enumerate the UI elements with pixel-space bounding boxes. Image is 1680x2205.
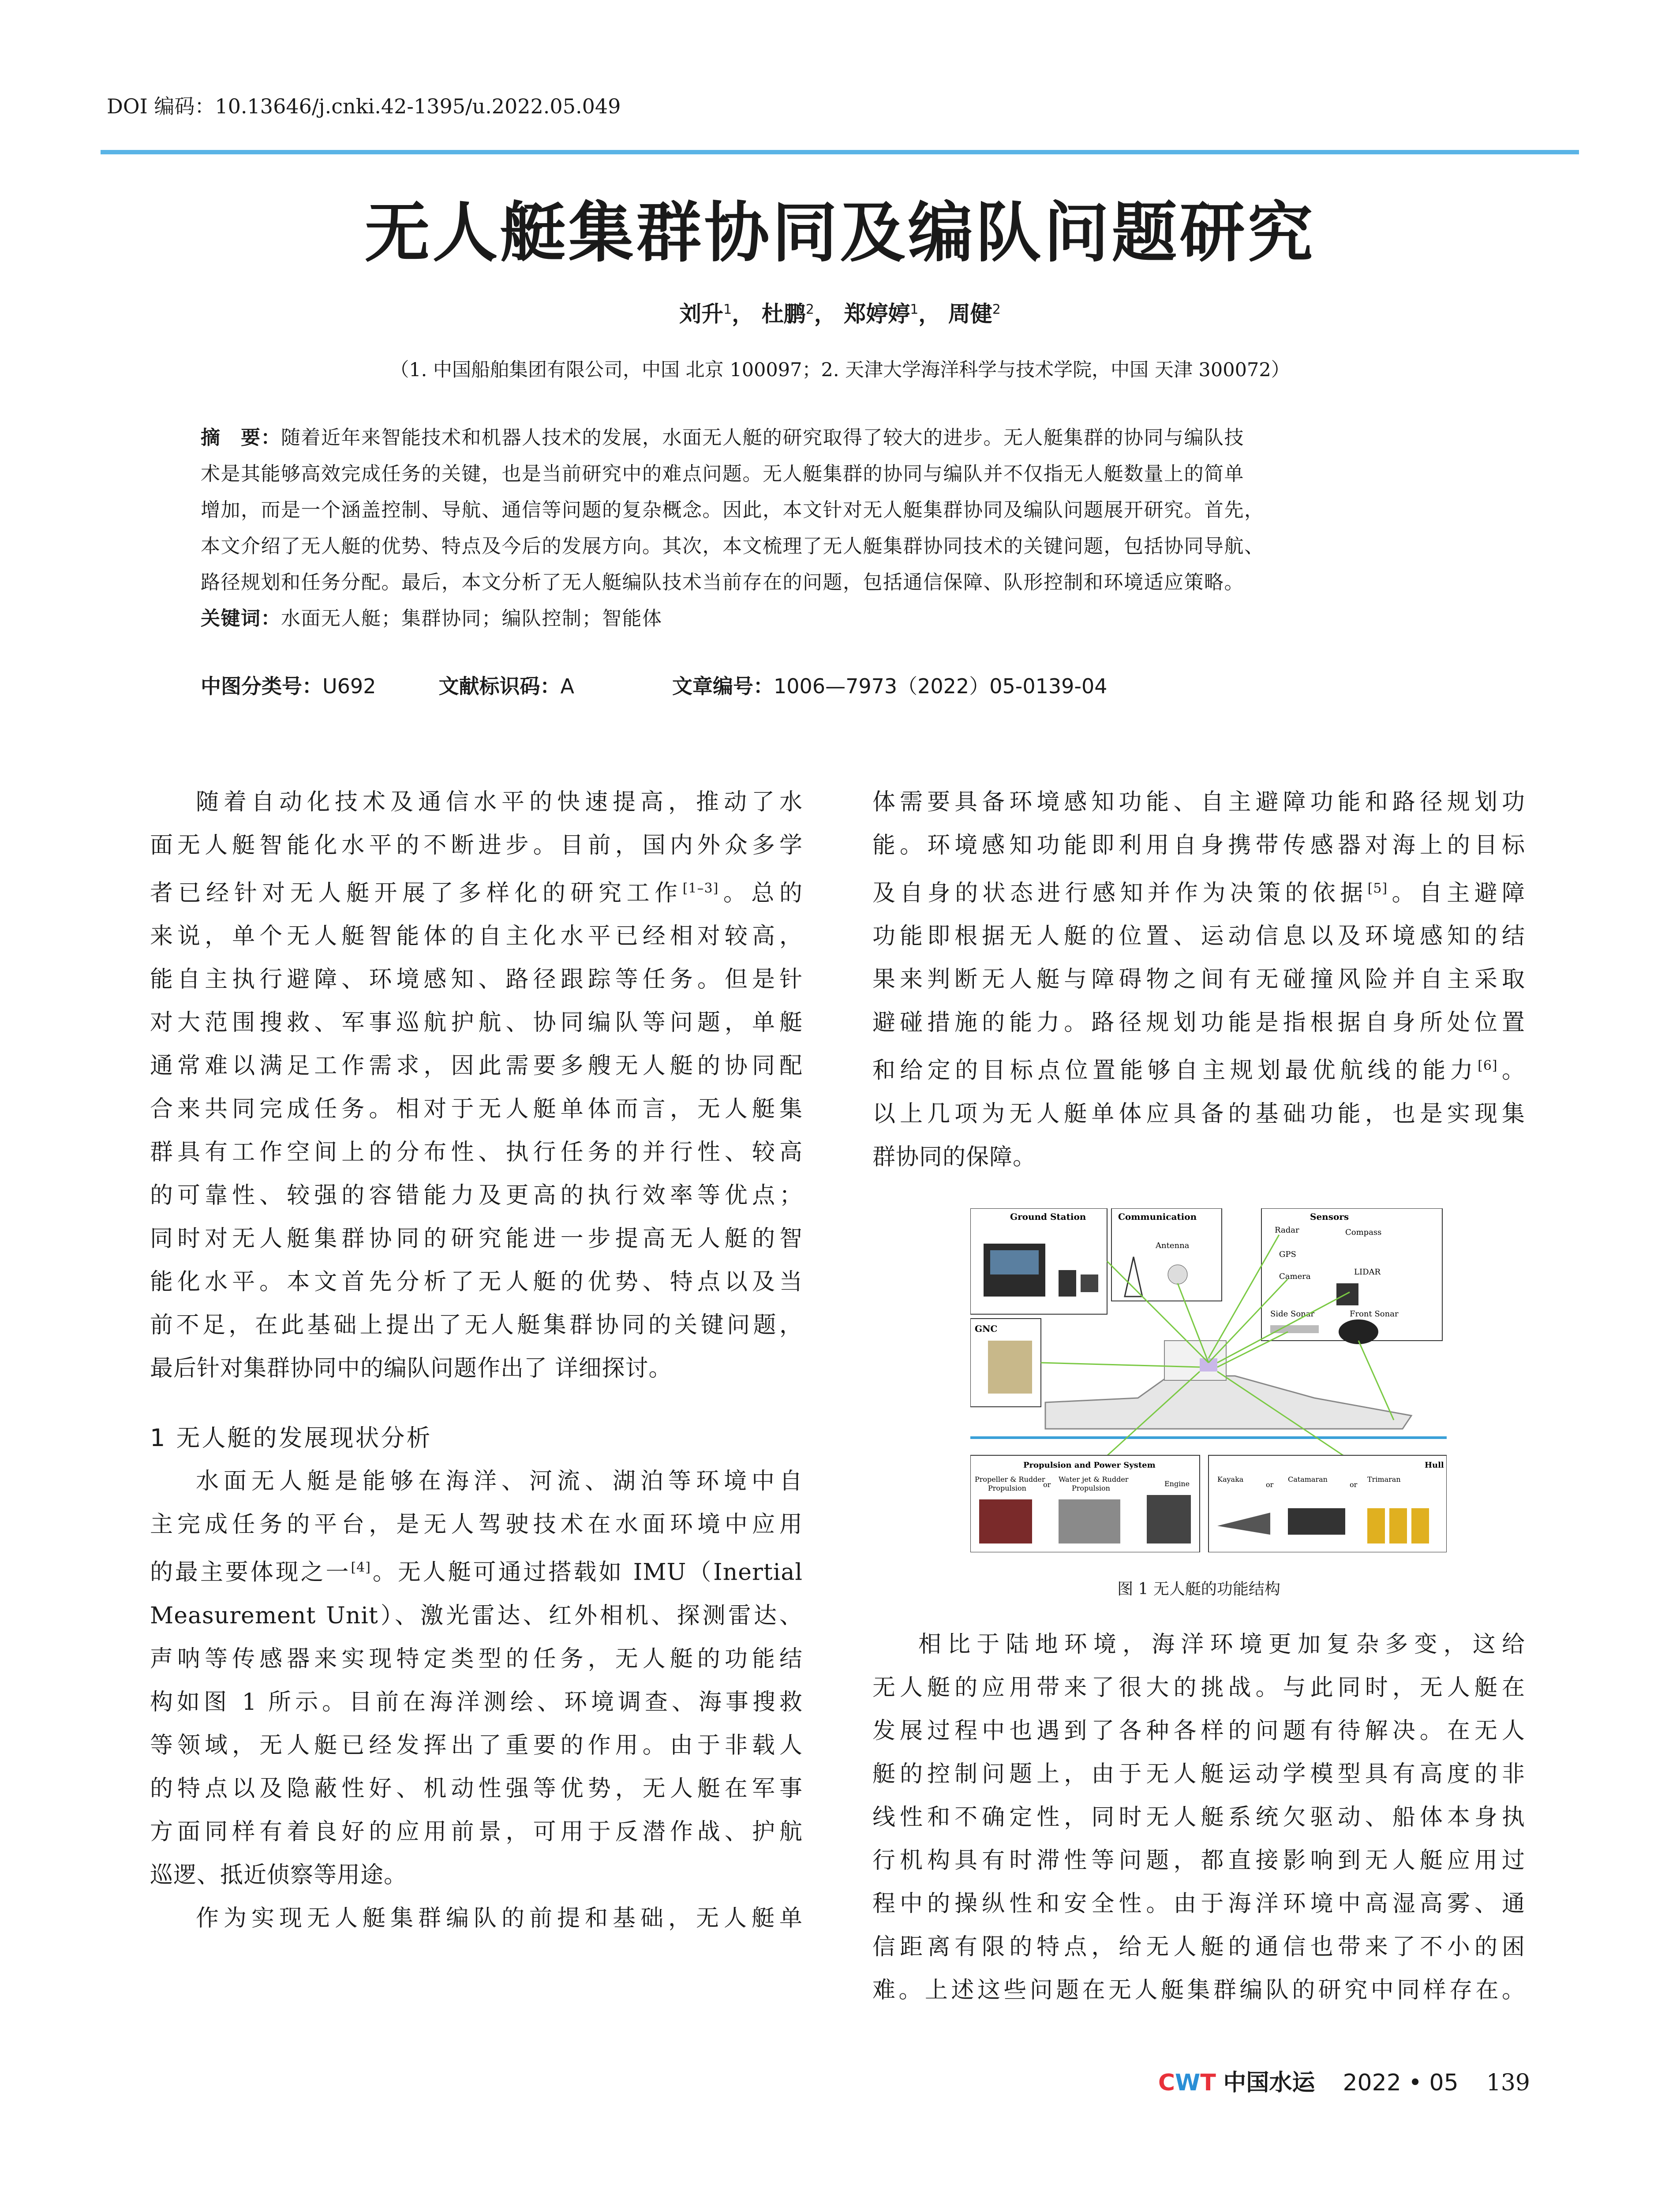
prop2-label: Water jet & Rudder: [1059, 1475, 1129, 1484]
ground-station-label: Ground Station: [1010, 1211, 1086, 1222]
line-text: 通常难以满足工作需求，因此需要多艘无人艇的协同配: [150, 1053, 803, 1080]
line-text: 随着自动化技术及通信水平的快速提高，推动了水: [196, 789, 803, 815]
prop1b-label: Propulsion: [988, 1484, 1026, 1492]
section-heading: 1 无人艇的发展现状分析: [150, 1424, 432, 1452]
side-sonar-icon: [1270, 1325, 1319, 1333]
intro-paragraph: [150, 781, 803, 1390]
text-line: [150, 1594, 803, 1637]
abstract-line: 术是其能够高效完成任务的关键，也是当前研究中的难点问题。无人艇集群的协同与编队并不仅指无人艇数量上的简单: [201, 463, 1244, 485]
author-name: 周健: [948, 301, 992, 327]
right-column-lower: [872, 1623, 1525, 2012]
line-text: 来说，单个无人艇智能体的自主化水平已经相对较高，: [150, 923, 803, 950]
text-line: [150, 1217, 803, 1260]
text-line: [150, 1260, 803, 1304]
text-line: [150, 1131, 803, 1174]
author-name: 杜鹏: [761, 301, 806, 327]
line-text-after-ref: 。: [1497, 1057, 1525, 1084]
classification-row: [201, 670, 1108, 699]
trimaran-hull-icon: [1411, 1508, 1429, 1544]
remote-controller-icon: [1059, 1270, 1076, 1297]
line-text: 能。环境感知功能即利用自身携带传感器对海上的目标: [872, 832, 1525, 859]
citation-ref[interactable]: [5]: [1367, 881, 1388, 896]
left-column: [150, 781, 803, 1940]
text-line: [150, 1637, 803, 1681]
trimaran-label: Trimaran: [1367, 1475, 1401, 1484]
text-line: [872, 1709, 1525, 1753]
citation-ref[interactable]: [1–3]: [682, 881, 719, 896]
text-line: [872, 915, 1525, 958]
text-line: [150, 1460, 803, 1503]
keywords-line: [201, 601, 1489, 637]
clc-label: 中图分类号：: [201, 674, 322, 698]
line-text: Measurement Unit）、激光雷达、红外相机、探测雷达、: [150, 1602, 803, 1629]
catamaran-label: Catamaran: [1288, 1475, 1328, 1484]
line-text: 能化水平。本文首先分析了无人艇的优势、特点以及当: [150, 1269, 803, 1296]
logo-w: W: [1175, 2070, 1201, 2096]
author-list: 刘升$^1$， 杜鹏$^2$， 郑婷婷$^1$， 周健$^2$: [679, 301, 1001, 327]
text-line: [872, 1092, 1525, 1136]
kayak-label: Kayaka: [1217, 1475, 1244, 1484]
catamaran-hull-icon: [1288, 1508, 1345, 1535]
line-text: 同时对无人艇集群协同的研究能进一步提高无人艇的智: [150, 1226, 803, 1252]
radar-label: Radar: [1275, 1226, 1299, 1235]
hull-label: Hull: [1425, 1461, 1444, 1470]
text-line: [150, 1681, 803, 1724]
compass-label: Compass: [1345, 1228, 1382, 1237]
text-line: [872, 1925, 1525, 1969]
camera-label: Camera: [1279, 1272, 1311, 1281]
line-text: 声呐等传感器来实现特定类型的任务，无人艇的功能结: [150, 1645, 803, 1672]
right-column: [872, 781, 1525, 1179]
line-text: 的可靠性、较强的容错能力及更高的执行效率等优点；: [150, 1182, 803, 1209]
text-line: [150, 1546, 803, 1594]
line-text: 信距离有限的特点，给无人艇的通信也带来了不小的困: [872, 1934, 1525, 1960]
line-text: 等领域，无人艇已经发挥出了重要的作用。由于非载人: [150, 1732, 803, 1759]
line-text: 艇的控制问题上，由于无人艇运动学模型具有高度的非: [872, 1761, 1525, 1787]
trimaran-hull-icon: [1367, 1508, 1385, 1544]
line-text: 以上几项为无人艇单体应具备的基础功能，也是实现集: [872, 1100, 1525, 1127]
line-text: 能自主执行避障、环境感知、路径跟踪等任务。但是针: [150, 966, 803, 993]
text-line: [872, 1796, 1525, 1839]
article-title: 无人艇集群协同及编队问题研究: [364, 195, 1316, 271]
side-sonar-label: Side Sonar: [1270, 1309, 1315, 1319]
author-name: 郑婷婷: [844, 301, 910, 327]
text-line: [872, 1969, 1525, 2012]
waterjet-icon: [1059, 1499, 1120, 1544]
line-text: 体需要具备环境感知功能、自主避障功能和路径规划功: [872, 789, 1525, 815]
communication-panel: [1111, 1208, 1222, 1301]
line-text-after-ref: 。总的: [718, 880, 803, 907]
line-text: 的最主要体现之一: [150, 1559, 351, 1586]
line-text: 功能即根据无人艇的位置、运动信息以及环境感知的结: [872, 923, 1525, 950]
line-text: 和给定的目标点位置能够自主规划最优航线的能力: [872, 1057, 1478, 1084]
text-line: [872, 1666, 1525, 1709]
journal-name: 中国水运: [1223, 2070, 1315, 2096]
abstract-line: 路径规划和任务分配。最后，本文分析了无人艇编队技术当前存在的问题，包括通信保障、队形控制和环境适应策略。: [201, 571, 1244, 594]
line-text-after-ref: 。无人艇可通过搭载如 IMU（Inertial: [370, 1559, 803, 1586]
section1-paragraph: [150, 1460, 803, 1940]
joystick-icon: [1081, 1274, 1098, 1292]
text-line: [150, 1897, 803, 1940]
line-text: 面无人艇智能化水平的不断进步。目前，国内外众多学: [150, 832, 803, 859]
line-text: 方面同样有着良好的应用前景，可用于反潜作战、护航: [150, 1818, 803, 1845]
line-text: 发展过程中也遇到了各种各样的问题有待解决。在无人: [872, 1718, 1525, 1744]
text-line: [872, 1882, 1525, 1925]
clc-value: U692: [322, 674, 376, 698]
line-text: 水面无人艇是能够在海洋、河流、湖泊等环境中自: [196, 1468, 803, 1495]
abstract-line: [201, 420, 1489, 456]
line-text: 及自身的状态进行感知并作为决策的依据: [872, 880, 1368, 907]
front-sonar-icon: [1339, 1319, 1378, 1344]
line-text: 线性和不确定性，同时无人艇系统欠驱动、船体本身执: [872, 1804, 1525, 1831]
abstract-line: 本文介绍了无人艇的优势、特点及今后的发展方向。其次，本文梳理了无人艇集群协同技术的关键问题，包括协同导航、: [201, 535, 1265, 557]
text-line: [150, 1044, 803, 1088]
line-text: 者已经针对无人艇开展了多样化的研究工作: [150, 880, 683, 907]
logo-c: C: [1158, 2070, 1175, 2096]
text-line: [150, 1854, 803, 1897]
abstract-block: [201, 420, 1489, 637]
text-line: [150, 958, 803, 1001]
lidar-label: LIDAR: [1354, 1267, 1381, 1277]
screen-icon: [990, 1250, 1039, 1274]
communication-label: Communication: [1118, 1211, 1197, 1222]
propulsion-label: Propulsion and Power System: [1023, 1461, 1156, 1470]
author-affil-mark: 2: [992, 302, 1001, 318]
figure-caption: 图 1 无人艇的功能结构: [1117, 1580, 1280, 1598]
abstract-label: 摘 要：: [201, 426, 281, 449]
keywords: 水面无人艇；集群协同；编队控制；智能体: [281, 607, 662, 630]
text-line: [872, 781, 1525, 824]
text-line: [872, 1623, 1525, 1666]
line-text: 巡逻、抵近侦察等用途。: [150, 1861, 408, 1888]
author-affil-mark: 1: [723, 302, 732, 318]
gps-label: GPS: [1279, 1250, 1296, 1259]
line-text: 对大范围搜救、军事巡航护航、协同编队等问题，单艇: [150, 1009, 803, 1036]
text-line: [150, 1001, 803, 1044]
citation-ref[interactable]: [6]: [1478, 1058, 1498, 1074]
line-text: 最后针对集群协同中的编队问题作出了 详细探讨。: [150, 1355, 672, 1382]
text-line: [150, 867, 803, 915]
text-line: [150, 1810, 803, 1854]
prop2b-label: Propulsion: [1072, 1484, 1110, 1492]
keywords-label: 关键词：: [201, 607, 281, 630]
line-text: 主完成任务的平台，是无人驾驶技术在水面环境中应用: [150, 1511, 803, 1538]
dome-antenna-icon: [1168, 1265, 1187, 1284]
doc-code-label: 文献标识码：: [438, 674, 561, 698]
page-footer: [1158, 2064, 1530, 2097]
line-text: 的特点以及隐蔽性好、机动性强等优势，无人艇在军事: [150, 1775, 803, 1802]
line-text: 群具有工作空间上的分布性、执行任务的并行性、较高: [150, 1139, 803, 1166]
line-text: 合来共同完成任务。相对于无人艇单体而言，无人艇集: [150, 1096, 803, 1123]
usv-function-diagram: [970, 1208, 1447, 1552]
text-line: [872, 1044, 1525, 1092]
text-line: [150, 781, 803, 824]
text-line: [872, 1001, 1525, 1044]
abstract-line: 增加，而是一个涵盖控制、导航、通信等问题的复杂概念。因此，本文针对无人艇集群协同及编队问题展开研究。首先，: [201, 499, 1265, 521]
affiliations: （1. 中国船舶集团有限公司，中国 北京 100097；2. 天津大学海洋科学与技术学院，中国 天津 300072）: [390, 359, 1290, 381]
text-line: [872, 824, 1525, 867]
continued-paragraph: [872, 781, 1525, 1179]
line-text: 作为实现无人艇集群编队的前提和基础，无人艇单: [196, 1905, 803, 1932]
text-line: [150, 824, 803, 867]
text-line: [150, 1174, 803, 1217]
line-text-after-ref: 。自主避障: [1388, 880, 1525, 907]
challenges-paragraph: [872, 1623, 1525, 2012]
header-rule: [101, 150, 1579, 154]
line-text: 无人艇的应用带来了很大的挑战。与此同时，无人艇在: [872, 1674, 1525, 1701]
antenna-label: Antenna: [1156, 1241, 1190, 1250]
or-label: or: [1350, 1480, 1358, 1489]
text-line: [150, 1088, 803, 1131]
lidar-icon: [1336, 1283, 1358, 1305]
author-affil-mark: 1: [910, 302, 919, 318]
text-line: [872, 867, 1525, 915]
line-text: 程中的操纵性和安全性。由于海洋环境中高湿高雾、通: [872, 1891, 1525, 1917]
citation-ref[interactable]: [4]: [351, 1560, 371, 1576]
engine-label: Engine: [1164, 1480, 1190, 1488]
article-no-value: 1006—7973（2022）05-0139-04: [774, 674, 1108, 698]
line-text: 果来判断无人艇与障碍物之间有无碰撞风险并自主采取: [872, 966, 1525, 993]
article-no-label: 文章编号：: [672, 674, 774, 698]
text-line: [872, 1839, 1525, 1882]
line-text: 相比于陆地环境，海洋环境更加复杂多变，这给: [918, 1631, 1525, 1658]
text-line: [150, 1503, 803, 1546]
logo-t: T: [1200, 2070, 1216, 2096]
line-text: 构如图 1 所示。目前在海洋测绘、环境调查、海事搜救: [150, 1689, 803, 1715]
line-text: 难。上述这些问题在无人艇集群编队的研究中同样存在。: [872, 1977, 1525, 2003]
text-line: [150, 915, 803, 958]
author-name: 刘升: [679, 301, 724, 327]
doi-line: DOI 编码：10.13646/j.cnki.42-1395/u.2022.05.049: [107, 94, 621, 118]
text-line: [150, 1767, 803, 1810]
text-line: [150, 1724, 803, 1767]
front-sonar-label: Front Sonar: [1350, 1309, 1399, 1319]
gnc-box-marker: [1200, 1358, 1217, 1372]
gnc-label: GNC: [975, 1323, 998, 1334]
text-line: [872, 1753, 1525, 1796]
or-label: or: [1043, 1480, 1051, 1489]
or-label: or: [1266, 1480, 1274, 1489]
propeller-icon: [979, 1499, 1032, 1544]
usv-hull-drawing: [1045, 1376, 1411, 1429]
text-line: [150, 1304, 803, 1347]
doc-code-value: A: [560, 674, 574, 698]
trimaran-hull-icon: [1389, 1508, 1407, 1544]
issue-number: 2022 • 05: [1343, 2070, 1459, 2096]
text-line: [872, 958, 1525, 1001]
page-number: 139: [1486, 2070, 1530, 2096]
author-affil-mark: 2: [805, 302, 814, 318]
gnc-unit-icon: [988, 1341, 1032, 1394]
prop1-label: Propeller & Rudder: [975, 1475, 1045, 1484]
engine-icon: [1147, 1495, 1191, 1544]
line-text: 群协同的保障。: [872, 1144, 1036, 1170]
line-text: 行机构具有时滞性等问题，都直接影响到无人艇应用过: [872, 1847, 1525, 1874]
text-line: [872, 1136, 1525, 1179]
hull-panel: [1209, 1455, 1447, 1552]
line-text: 避碰措施的能力。路径规划功能是指根据自身所处位置: [872, 1009, 1525, 1036]
abstract-text: 随着近年来智能技术和机器人技术的发展，水面无人艇的研究取得了较大的进步。无人艇集群的协同与编队技: [281, 426, 1244, 449]
text-line: [150, 1347, 803, 1390]
sensors-label: Sensors: [1310, 1211, 1349, 1222]
line-text: 前不足，在此基础上提出了无人艇集群协同的关键问题，: [150, 1312, 803, 1339]
